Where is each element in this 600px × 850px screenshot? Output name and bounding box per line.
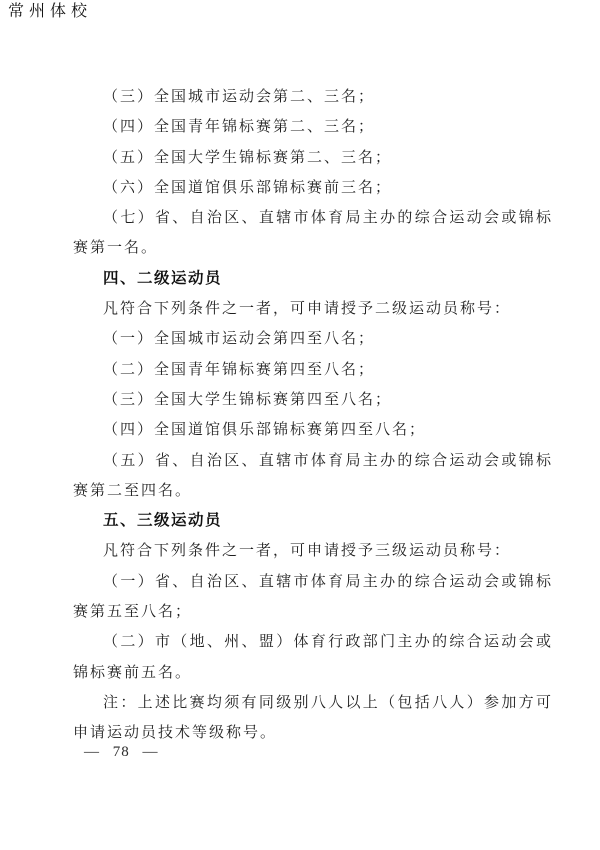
body-paragraph: （七）省、自治区、直辖市体育局主办的综合运动会或锦标赛第一名。 [73,210,553,257]
body-paragraph: （四）全国青年锦标赛第二、三名； [103,119,376,136]
body-paragraph: （五）全国大学生锦标赛第二、三名； [103,149,393,166]
body-paragraph: （五）省、自治区、直辖市体育局主办的综合运动会或锦标赛第二至四名。 [73,452,553,499]
body-paragraph: 注：上述比赛均须有同级别八人以上（包括八人）参加方可申请运动员技术等级称号。 [73,694,553,742]
body-paragraph: （二）市（地、州、盟）体育行政部门主办的综合运动会或锦标赛前五名。 [73,634,553,681]
body-paragraph: （一）全国城市运动会第四至八名； [103,331,376,348]
body-paragraph: （三）全国城市运动会第二、三名； [103,89,376,105]
section-heading: 四、二级运动员 [103,269,223,287]
body-paragraph: （六）全国道馆俱乐部锦标赛前三名； [103,179,393,196]
body-paragraph: （三）全国大学生锦标赛第四至八名； [103,391,393,408]
body-paragraph: 凡符合下列条件之一者，可申请授予三级运动员称号： [103,543,512,560]
page-number: — 78 — [84,744,159,760]
body-paragraph: （二）全国青年锦标赛第四至八名； [103,361,376,378]
corner-header-label: 常州体校 [8,3,93,20]
document-body [73,82,553,749]
body-paragraph: （一）省、自治区、直辖市体育局主办的综合运动会或锦标赛第五至八名； [73,573,553,621]
body-paragraph: 凡符合下列条件之一者，可申请授予二级运动员称号： [103,301,512,318]
body-paragraph: （四）全国道馆俱乐部锦标赛第四至八名； [103,422,427,439]
section-heading: 五、三级运动员 [103,512,223,530]
